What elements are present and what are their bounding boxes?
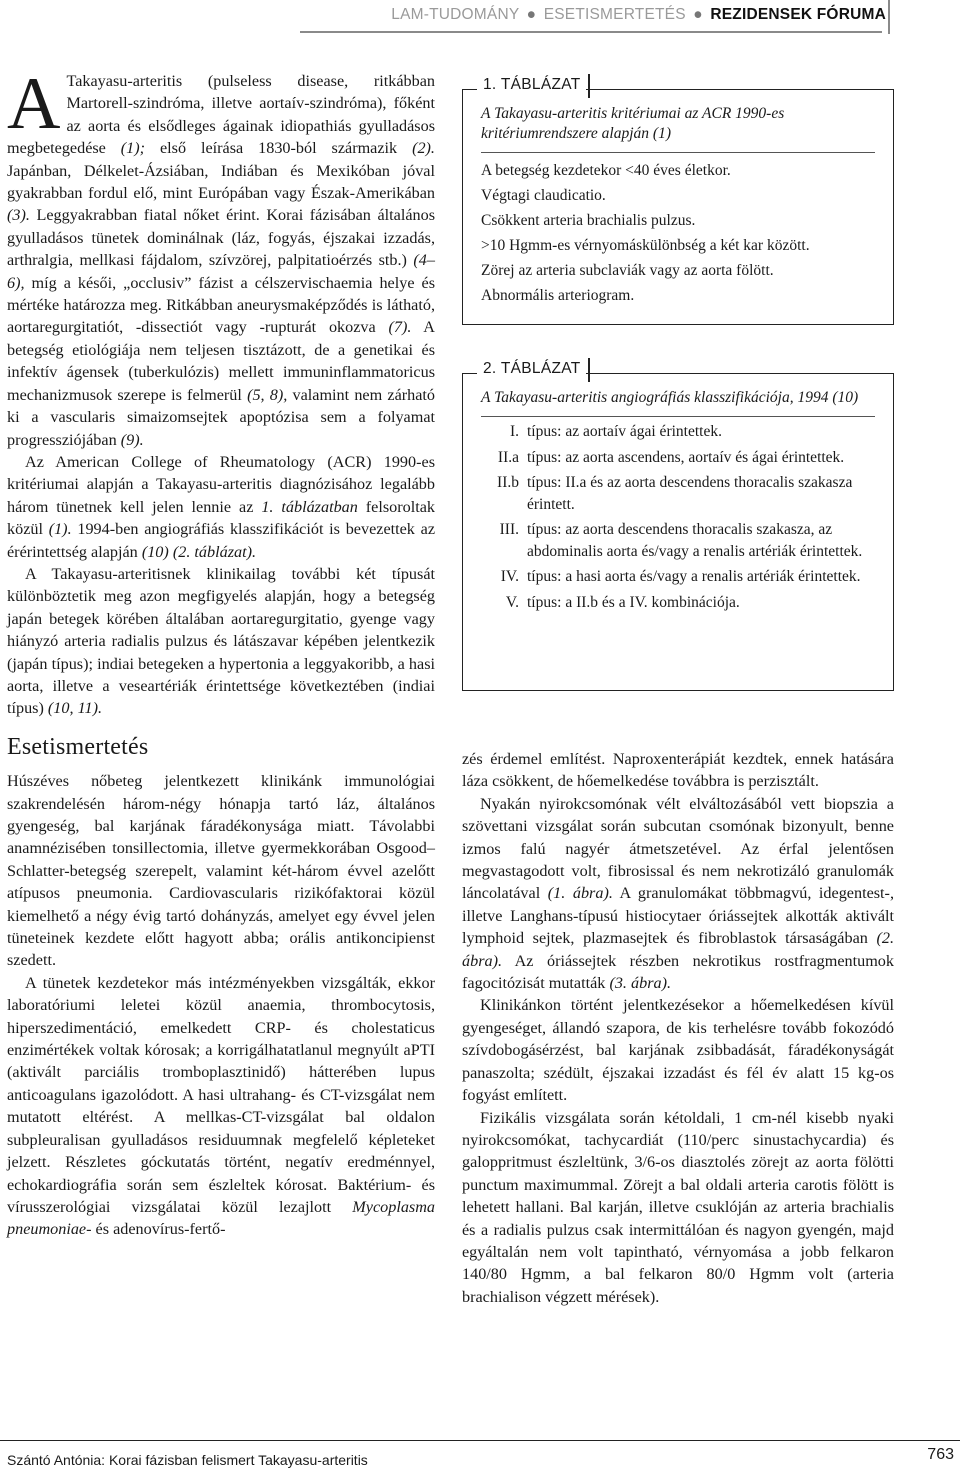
list-item: Végtagi claudicatio.: [481, 187, 606, 204]
acr-paragraph: Az American College of Rheumatology (ACR) 1990-es kritériumai alapján a Takayasu-arteritis diagnózisához legalább három tünetnek kell jelen lennie az 1. táblázatban felsoroltak közül (1). 1994-ben angiográfiás klasszifikációt is bevezettek az érérintettség alapján (10) (2. táblázat).: [7, 452, 436, 561]
list-item: Abnormális arteriogram.: [481, 287, 635, 304]
table-1-list: [463, 158, 893, 308]
case-paragraph-2: A tünetek kezdetekor más intézményekben vizsgálták, ekkor laboratóriumi leletei közül anaemia, thrombocytosis, hiperszedimentáció, emelkedett CRP- és cholestaticus enzimértékek voltak kórosak; a korrigálhatatlanul megnyúlt aPTI (aktivált parciális tromboplasztinidő) hátterében lupus anticoagulans igazolódott. A hasi ultrahang- és CT-vizsgálat nem mutatott eltérést. A mellkas-CT-vizsgálat bal oldalon subpleuralisan gyulladásos residuumnak megfelelő képleteket jelzett. Részletes góckutatás történt, negatív eredménnyel, echokardiográfia során sem észleltek kórosat. Baktérium- és vírusszerológiai vizsgálatai közül lezajlott Mycoplasma pneumoniae- és adenovírus-fertő-: [7, 973, 435, 1239]
table-2-rule: [481, 416, 875, 417]
page-number: 763: [927, 1446, 954, 1463]
header-vertical-rule: [888, 0, 890, 34]
footer-author: Szántó Antónia: Korai fázisban felismert Takayasu-arteritis: [7, 1452, 368, 1468]
list-item: Zörej az arteria subclaviák vagy az aorta fölött.: [481, 262, 774, 279]
case-paragraph-1: Húszéves nőbeteg jelentkezett klinikánk immunológiai szakrendelésén három-négy hónapja tartó láz, általános gyengeség, bal karjának fáradékonysága miatt. Távolabbi anamnézisében tonsillectomia, illetve gyermekkorában Osgood–Schlatter-betegség szerepelt, valamint két-három évvel azelőtt atípusos pneumonia. Cardiovascularis rizikófaktorai közül kiemelhető a négy évig tartó dohányzás, amelyet egy évvel jelen tüneteinek kezdete előtt hagyott abba; orális antikoncipienst szedett.: [7, 772, 435, 970]
header-rule: [300, 31, 882, 33]
list-item: A betegség kezdetekor <40 éves életkor.: [481, 162, 731, 179]
header-bullet-2: ●: [693, 6, 703, 23]
table-1-rule: [481, 152, 875, 153]
table-2-rows: [481, 421, 875, 613]
continuation-paragraph: zés érdemel említést. Naproxenterápiát kezdtek, ennek hatására láza csökkent, de hőemelkedése továbbra is perzisztált.: [462, 750, 894, 791]
left-column: [7, 63, 436, 1241]
table-1-title: A Takayasu-arteritis kritériumai az ACR 1990-es kritériumrendszere alapján (1): [481, 105, 785, 142]
table-2-title: A Takayasu-arteritis angiográfiás klasszifikációja, 1994 (10): [481, 389, 859, 406]
footer-rule: [0, 1440, 960, 1441]
table-1-tag: 1. TÁBLÁZAT: [477, 76, 586, 94]
section-title: Esetismertetés: [7, 733, 149, 760]
running-header: [391, 6, 886, 24]
list-item: Csökkent arteria brachialis pulzus.: [481, 212, 696, 229]
table-row: II.a típus: az aorta ascendens, aortaív és ágai érintettek.: [497, 448, 845, 466]
table-row: IV. típus: a hasi aorta és/vagy a renalis artériák érintettek.: [500, 568, 861, 585]
biopsy-paragraph: Nyakán nyirokcsomónak vélt elváltozásából vett biopszia a szövettani vizsgálat során subcutan csomónak bizonyult, benne izmos falú nagyér átmetszetével. Az érfal jelentősen megvastagodott volt, fibrosissal és nem nekrotizáló granulomák láncolatával (1. ábra). A granulomákat többmagvú, idegentest-, illetve Langhans-típusú histiocytaer óriássejtek alkották aktivált lymphoid sejtek, plazmasejtek és fibroblastok társaságában (2. ábra). Az óriássejtek részben nekrotikus rostfragmentumok fagocitózisát mutatták (3. ábra).: [462, 794, 894, 993]
intro-paragraph: A Takayasu-arteritis (pulseless disease, ritkábban Martorell-szindróma, illetve aortaív-szindróma), főként az aorta és elsődleges ágainak idiopathiás gyulladásos megbetegedése (1); első leírása 1830-ból származik (2). Japánban, Délkelet-Ázsiában, Indiában és Mexikóban jóval gyakrabban fordul elő, mint Európában vagy Észak-Amerikában (3). Leggyakrabban fiatal nőket érint. Korai fázisában általános gyulladásos tünetek dominálnak (láz, fogyás, éjszakai izzadás, arthralgia, mellkasi fájdalom, szívzörej, palpitatioérzés stb.) (4–6), míg a késői, „occlusiv” fázist a célszervischaemia helye és mértéke határozza meg. Ritkábban aneurysmaképződés is látható, aortaregurgitatiót, -dissectiót vagy -rupturát okozva (7). A betegség etiológiája nem teljesen tisztázott, de a genetikai és infektív ágensek (tuberkulózis) mellett immuninflammatoricus mechanizmusok szerepe is felmerül (5, 8), valamint nem zárható ki a vascularis simaizomsejtek apoptózisa sem a folyamat progressziójában (9).: [7, 63, 436, 449]
header-section-1: LAM-TUDOMÁNY: [391, 6, 520, 23]
table-row: I. típus: az aortaív ágai érintettek.: [509, 423, 722, 440]
table-row: II.b típus: II.a és az aorta descendens thoracalis szakasza érintett.: [497, 474, 853, 513]
types-paragraph: A Takayasu-arteritisnek klinikailag további két típusát különböztetik meg azon megfigyelés alapján, hogy a betegség japán betegek körében általában aortaregurgitatio, gyenge vagy hiányzó arteria radialis pulzus és látászavar képében jelentkezik (japán típus); indiai betegeken a hypertonia a leggyakoribb, a hasi aorta, illetve a veseartériák érintettsége következtében (indiai típus) (10, 11).: [7, 564, 435, 718]
header-section-3: REZIDENSEK FÓRUMA: [710, 6, 886, 23]
header-bullet-1: ●: [526, 6, 537, 23]
table-2: [462, 360, 894, 691]
drop-cap: A: [7, 63, 61, 145]
clinic-paragraph: Klinikánkon történt jelentkezésekor a hőemelkedésen kívül gyengeséget, állandó szapora, de kis terhelésre tovább fokozódó szívdobogásérzést, bal karjának zsibbadását, fáradékonyságát panaszolta; szédült, éjszakai izzadást és fél év alatt 15 kg-os fogyást említett.: [462, 996, 894, 1105]
table-1: [462, 76, 894, 325]
table-2-tag: 2. TÁBLÁZAT: [477, 360, 586, 378]
header-section-2: ESETISMERTETÉS: [543, 6, 686, 23]
table-row: III. típus: az aorta descendens thoracalis szakasza, az abdominalis aorta és/vagy a renalis artériák érintettek.: [499, 521, 863, 560]
table-row: V. típus: a II.b és a IV. kombinációja.: [505, 593, 740, 611]
list-item: >10 Hgmm-es vérnyomáskülönbség a két kar között.: [481, 237, 810, 254]
right-column: [462, 748, 894, 1308]
physical-exam-paragraph: Fizikális vizsgálata során kétoldali, 1 cm-nél kisebb nyaki nyirokcsomókat, tachycardiát (110/perc sinustachycardia) és galoppritmust észleltünk, 3/6-os diasztolés zörejt az aorta fölötti punctum maximummal. Zörejt a bal oldali arteria carotis fölött is lehetett hallani. Bal karján, illetve csuklóján az arteria brachialis és a radialis pulzus csak intermittálóan és nagyon gyengén, majd egyáltalán nem volt tapintható, vérnyomása a jobb felkaron 140/80 Hgmm, a bal felkaron 80/0 Hgmm volt (arteria brachialison végzett mérések).: [462, 1108, 894, 1306]
